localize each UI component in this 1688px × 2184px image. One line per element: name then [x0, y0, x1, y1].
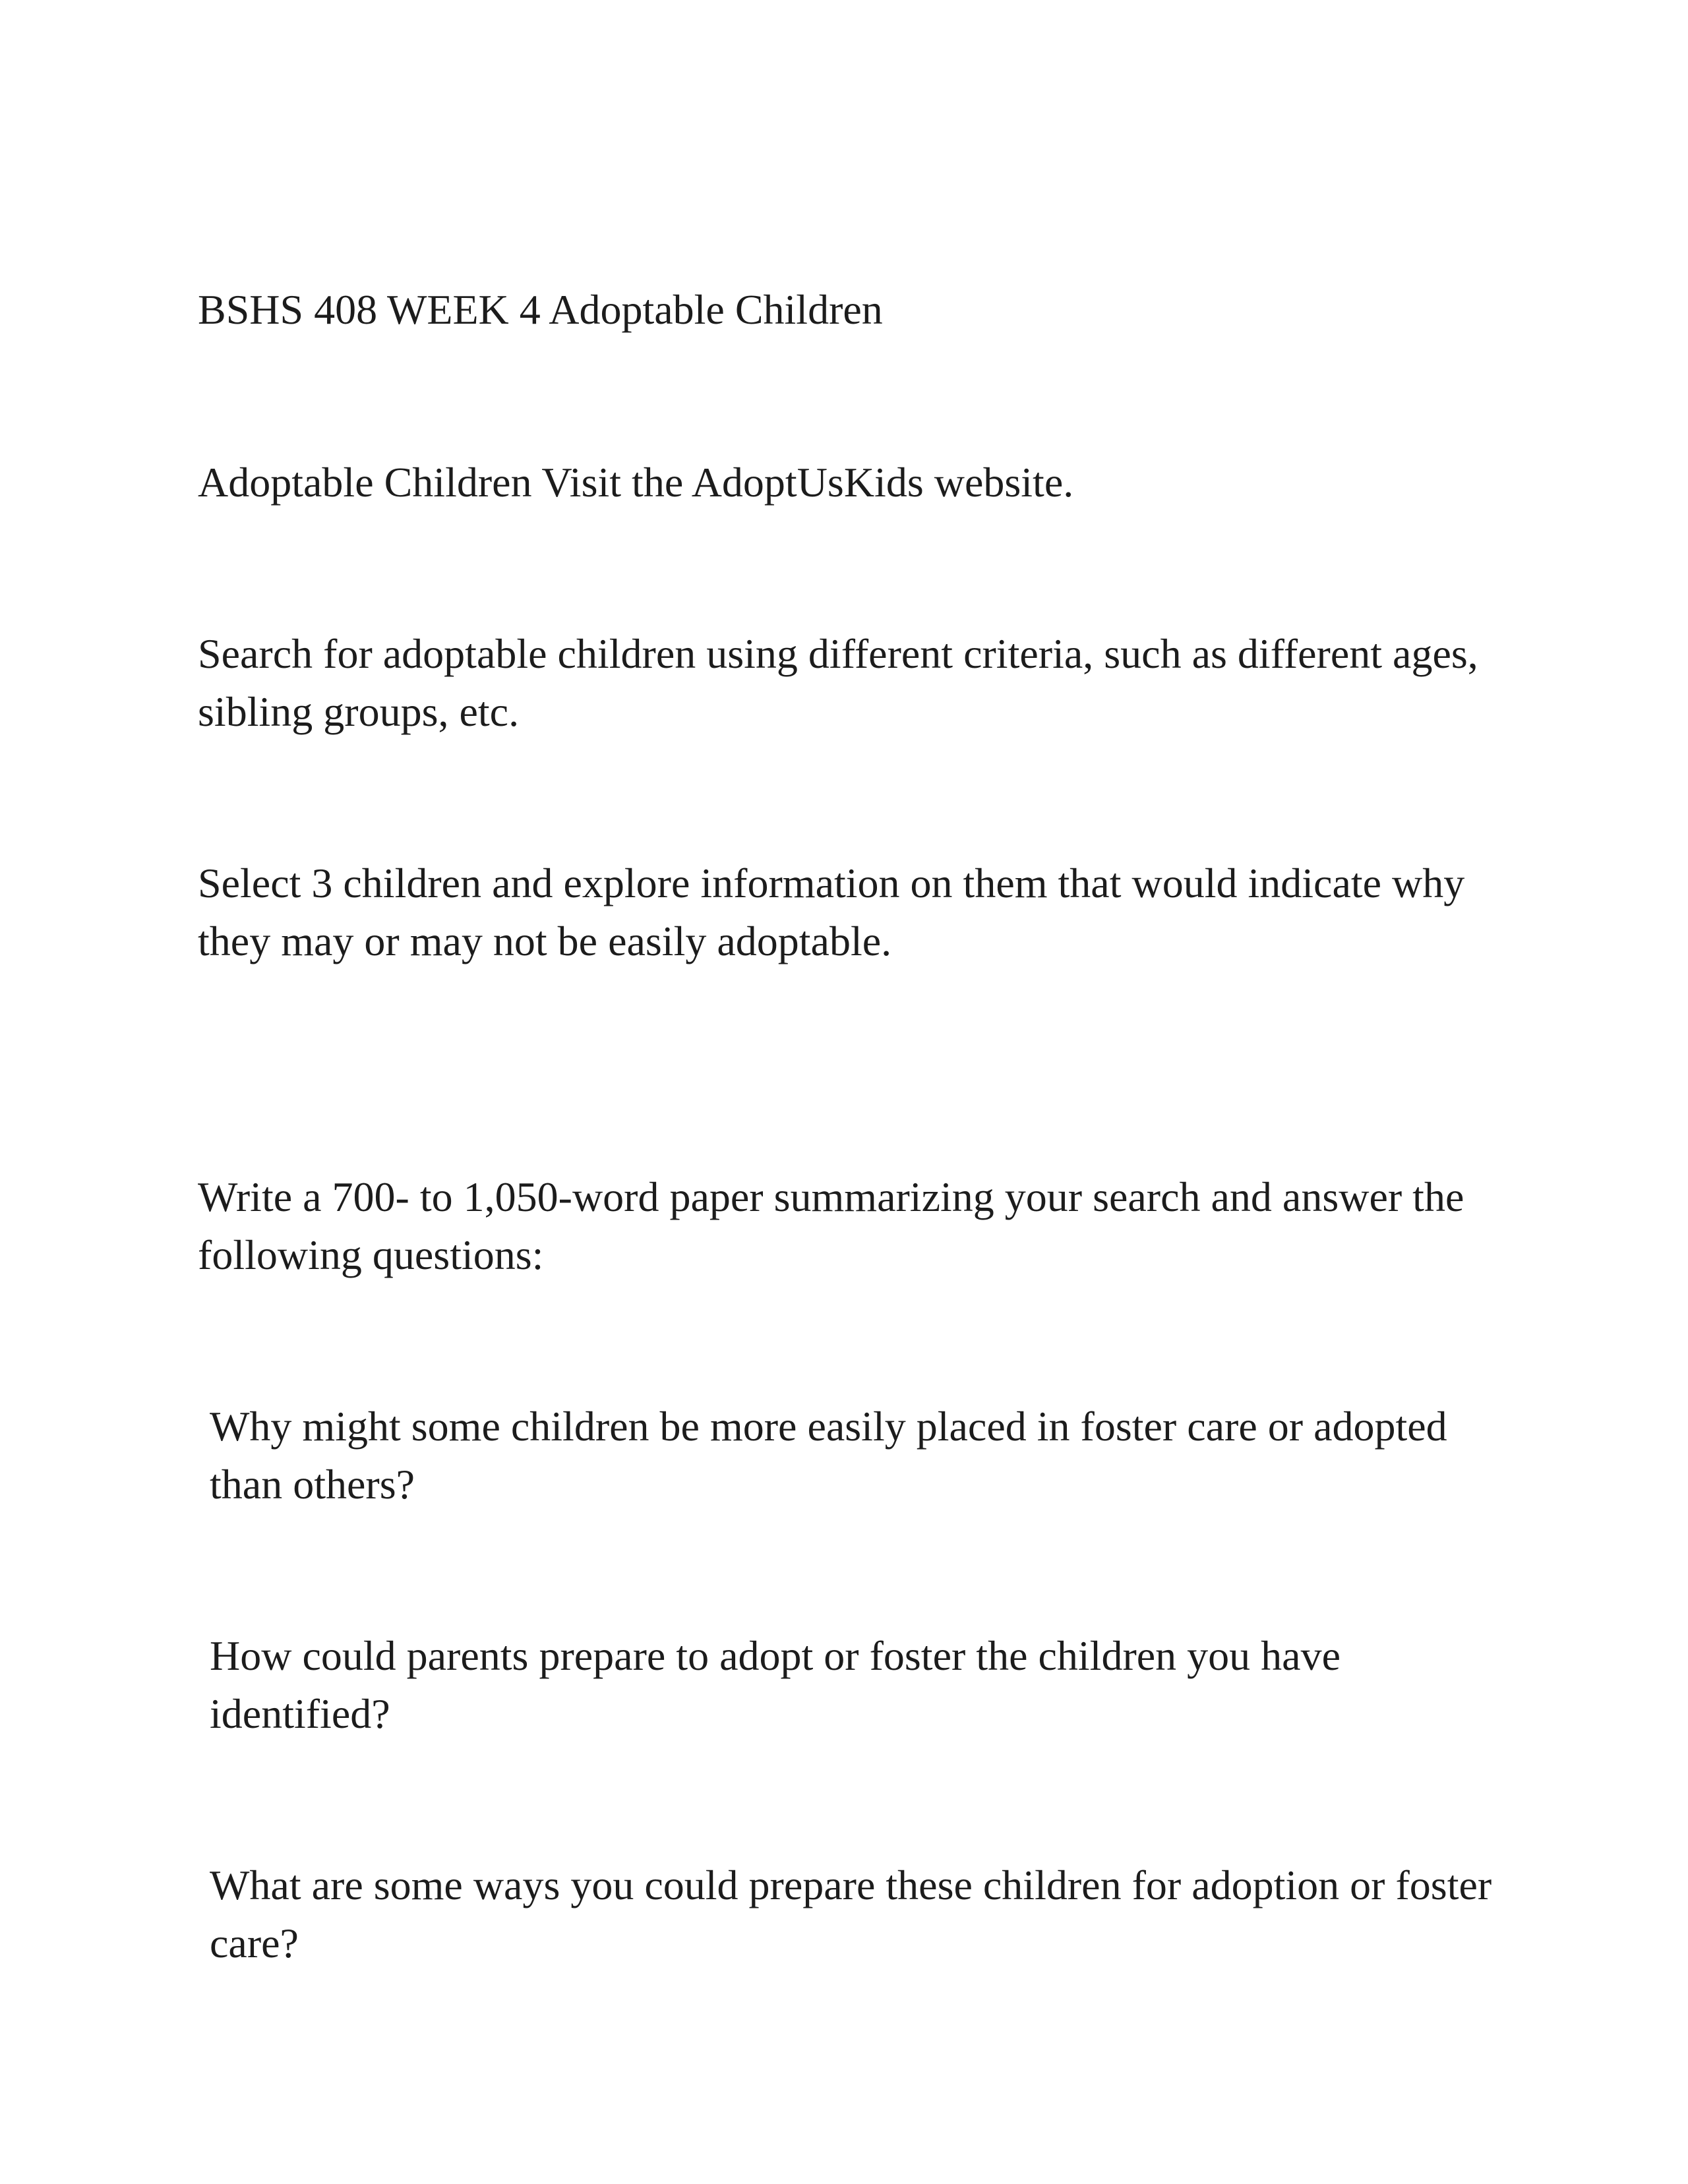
question-parent-preparation: How could parents prepare to adopt or foster the children you have identified?	[210, 1632, 1341, 1737]
question-placement: Why might some children be more easily placed in foster care or adopted than others?	[210, 1403, 1447, 1508]
document-title: BSHS 408 WEEK 4 Adoptable Children	[198, 286, 883, 333]
paragraph-select-children: Select 3 children and explore information on them that would indicate why they may or may not be easily adoptable.	[198, 860, 1465, 964]
question-child-preparation: What are some ways you could prepare these children for adoption or foster care?	[210, 1862, 1492, 1966]
paragraph-paper-requirements: Write a 700- to 1,050-word paper summarizing your search and answer the following questions:	[198, 1173, 1464, 1278]
paragraph-search-instructions: Search for adoptable children using different criteria, such as different ages, sibling groups, etc.	[198, 630, 1478, 735]
paragraph-assignment-intro: Adoptable Children Visit the AdoptUsKids website.	[198, 459, 1074, 506]
